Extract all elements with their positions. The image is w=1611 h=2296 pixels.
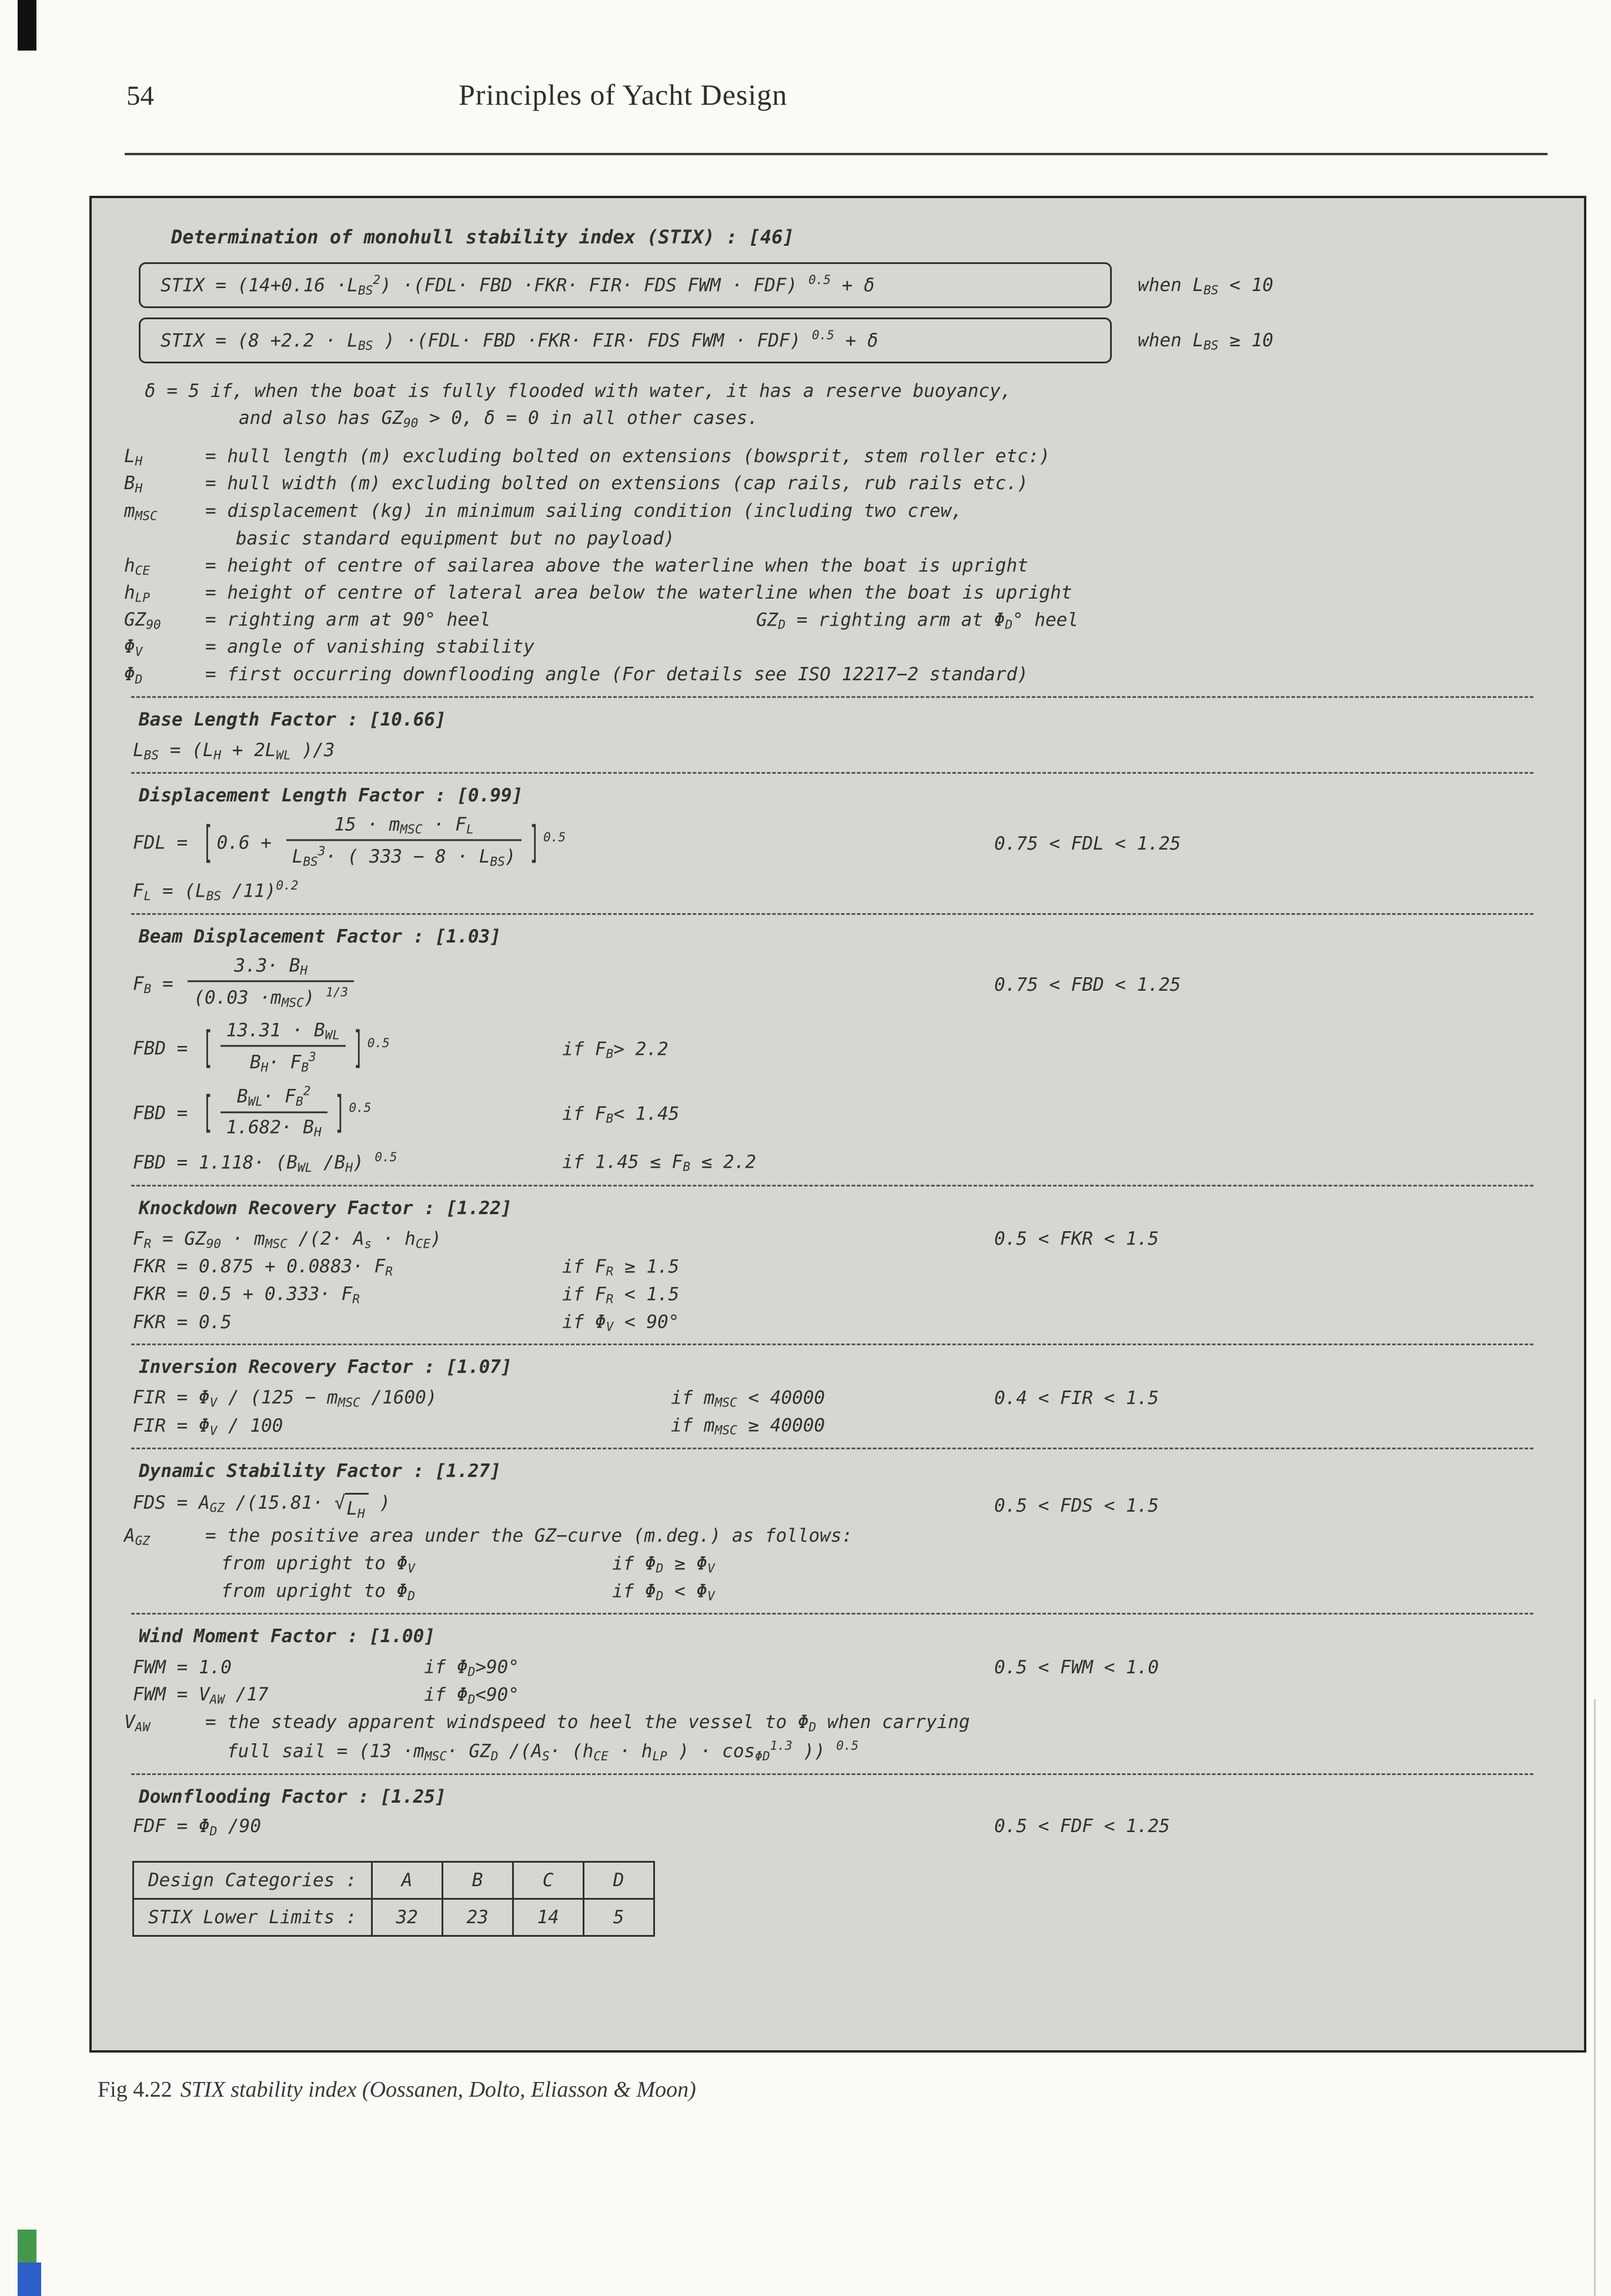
definition-symbol: GZ90 <box>124 609 161 632</box>
fraction <box>188 953 354 1011</box>
subscript: CE <box>415 1236 431 1251</box>
subscript: 90 <box>146 617 161 632</box>
subscript: H <box>135 453 143 469</box>
definition-text: = height of centre of lateral area below the waterline when the boat is upright <box>205 582 1072 604</box>
section-divider <box>131 1773 1533 1775</box>
table-value-cell: 32 <box>372 1899 442 1936</box>
formula-line <box>124 526 1552 552</box>
subscript: L <box>143 888 152 903</box>
section-divider <box>131 1448 1533 1449</box>
bracket-glyph: [ <box>202 1088 213 1139</box>
formula-line <box>124 1254 1552 1280</box>
subscript: WL <box>276 747 291 763</box>
formula-line <box>124 405 1552 432</box>
constraint-range: 0.5 < FDF < 1.25 <box>994 1816 1170 1837</box>
subscript: Φ <box>755 1748 763 1763</box>
subscript: R <box>143 1236 152 1251</box>
section-heading: Displacement Length Factor : [0.99] <box>139 784 523 806</box>
definition-text: = angle of vanishing stability <box>205 636 534 658</box>
subscript: MSC <box>281 995 304 1010</box>
stix-formula: STIX = (8 +2.2 · LBS ) ·(FDL· FBD ·FKR· FIR· FDS FWM · FDF) $^{0.5}$ + δ <box>139 318 1112 363</box>
if-condition: if ΦD<90° <box>424 1684 520 1707</box>
subscript: V <box>209 1422 218 1438</box>
page-number: 54 <box>126 81 154 111</box>
if-condition: if FR < 1.5 <box>562 1284 680 1306</box>
fraction-denominator: $BH\cdot FB^3$ <box>249 1049 316 1075</box>
formula-main: full sail = (13 ·mMSC· GZD /(AS· (hCE · hLP ) · cosΦD$^{1.3}$ )) $^{0.5}$ <box>227 1737 859 1763</box>
formula-line <box>124 1490 1552 1522</box>
definition-text: = height of centre of sailarea above the waterline when the boat is upright <box>205 554 1028 576</box>
subscript: R <box>352 1291 360 1306</box>
formula-main: δ = 5 if, when the boat is fully flooded with water, it has a reserve buoyancy, <box>145 380 1012 402</box>
superscript: 2 <box>373 272 381 288</box>
fraction <box>220 1017 346 1076</box>
definition-row <box>124 661 1552 688</box>
subscript: LP <box>652 1748 667 1763</box>
definition-symbol: AGZ <box>124 1525 151 1548</box>
if-condition: if ΦD>90° <box>424 1656 520 1679</box>
subscript: V <box>209 1395 218 1410</box>
formula-main: FWM = 1.0 <box>133 1656 232 1678</box>
section-divider <box>131 1185 1533 1187</box>
formula-main: basic standard equipment but no payload) <box>236 528 675 550</box>
fraction-numerator: 15 · mMSC · FL <box>286 811 522 841</box>
formula-main: and also has GZ90 > 0, δ = 0 in all other cases. <box>239 407 758 430</box>
figure-caption-label: Fig 4.22 <box>98 2077 172 2102</box>
section-heading: Downflooding Factor : [1.25] <box>139 1786 446 1807</box>
section-divider <box>131 772 1533 774</box>
fraction-numerator: $BWL\cdot FB^2$ <box>220 1082 327 1113</box>
figure-caption <box>98 2077 696 2103</box>
subscript: MSC <box>714 1422 737 1438</box>
definition-symbol: hLP <box>124 582 151 605</box>
formula-line <box>124 1413 1552 1439</box>
design-category-table <box>132 1861 655 1937</box>
fraction-denominator: 1.682· BH <box>226 1117 322 1139</box>
subscript: MSC <box>714 1395 737 1410</box>
superscript: 0.5 <box>367 1035 390 1050</box>
bracket-glyph: [ <box>202 1023 213 1074</box>
if-condition: if FB> 2.2 <box>562 1038 669 1061</box>
figure-content <box>92 198 1584 1963</box>
constraint-range: 0.5 < FWM < 1.0 <box>994 1656 1159 1678</box>
formula-line <box>124 1654 1552 1680</box>
definition-text: = displacement (kg) in minimum sailing condition (including two crew, <box>205 500 962 522</box>
formula-main: FDL = [ 0.6 + $\frac{\text{15 · mMSC · FL}}{LBS^3\cdot ( 333 - 8 \cdot LBS)}$ ] $^{0.5}$ <box>133 814 566 873</box>
superscript: 0.2 <box>276 878 299 893</box>
table-value-cell: C <box>513 1861 583 1899</box>
sqrt-argument: LH <box>345 1493 368 1522</box>
subscript: D <box>467 1664 476 1679</box>
definition-text: = hull width (m) excluding bolted on extensions (cap rails, rub rails etc.) <box>205 473 1028 494</box>
table-value-cell: D <box>583 1861 654 1899</box>
subscript: D <box>656 1588 664 1603</box>
subscript: WL <box>248 1094 263 1109</box>
formula-main: FB = $\frac{3.3\cdot BH}{(0.03 \cdot mMSC) ^{1/3}}$ <box>133 955 357 1014</box>
if-condition: if FR ≥ 1.5 <box>562 1255 680 1279</box>
superscript: 0.5 <box>543 829 566 844</box>
definition-symbol: VAW <box>124 1711 151 1734</box>
sqrt-expression <box>335 1493 369 1522</box>
section-divider <box>131 913 1533 915</box>
subscript: BS <box>490 854 505 869</box>
superscript: 1/3 <box>326 984 349 1000</box>
subscript: D <box>778 617 786 632</box>
subscript: CE <box>135 563 151 578</box>
subscript: V <box>135 644 143 659</box>
figure-box <box>89 196 1586 2053</box>
formula-line <box>124 1226 1552 1252</box>
subscript: LP <box>135 590 151 605</box>
if-condition: GZD = righting arm at ΦD° heel <box>756 609 1078 632</box>
section-heading: Base Length Factor : [10.66] <box>139 708 446 730</box>
formula-line <box>124 877 1552 905</box>
if-condition: if mMSC ≥ 40000 <box>671 1415 825 1438</box>
subscript: BS <box>357 338 373 353</box>
subscript: H <box>135 480 143 496</box>
definition-row <box>124 634 1552 660</box>
subscript: CE <box>593 1748 609 1763</box>
header-rule <box>125 153 1548 155</box>
fraction-numerator: 3.3· BH <box>188 953 354 982</box>
section-heading: Dynamic Stability Factor : [1.27] <box>139 1460 501 1482</box>
section-heading: Knockdown Recovery Factor : [1.22] <box>139 1197 512 1219</box>
figure-title: Determination of monohull stability index (STIX) : [46] <box>171 226 794 248</box>
formula-main: from upright to ΦD <box>221 1580 415 1603</box>
subscript: B <box>606 1111 614 1126</box>
page-edge-artifact <box>1594 1699 1596 2296</box>
definition-symbol: BH <box>124 473 143 496</box>
subscript: BS <box>1203 282 1219 298</box>
constraint-range: 0.5 < FKR < 1.5 <box>994 1228 1159 1250</box>
subscript: B <box>606 1046 614 1061</box>
definition-symbol: ΦV <box>124 636 143 659</box>
formula-line <box>124 1281 1552 1308</box>
superscript: 3 <box>309 1049 316 1064</box>
formula-line <box>124 1682 1552 1708</box>
if-condition: if mMSC < 40000 <box>671 1387 825 1410</box>
subscript: WL <box>325 1027 340 1042</box>
formula-main: from upright to ΦV <box>221 1553 415 1576</box>
definition-text: = righting arm at 90° heel <box>205 609 491 631</box>
scan-artifact-green <box>18 2230 36 2264</box>
formula-main: FKR = 0.5 + 0.333· FR <box>133 1284 360 1306</box>
subscript: MSC <box>424 1748 447 1763</box>
definition-row <box>124 580 1552 606</box>
subscript: MSC <box>135 507 158 523</box>
subscript: BS <box>1203 337 1219 352</box>
superscript: 0.5 <box>836 1737 859 1753</box>
constraint-range: 0.4 < FIR < 1.5 <box>994 1387 1159 1409</box>
subscript: R <box>606 1264 614 1279</box>
definition-symbol: ΦD <box>124 663 143 686</box>
bracket-glyph: [ <box>202 817 213 868</box>
definition-text: = the positive area under the GZ−curve (m.deg.) as follows: <box>205 1525 853 1546</box>
formula-line <box>124 1813 1552 1840</box>
subscript: V <box>707 1560 715 1576</box>
formula-line <box>124 1550 1552 1577</box>
formula-main: FR = GZ90 · mMSC /(2· As · hCE) <box>133 1228 442 1251</box>
formula-condition: when LBS < 10 <box>1138 274 1274 298</box>
table-value-cell: 14 <box>513 1899 583 1936</box>
section-heading: Inversion Recovery Factor : [1.07] <box>139 1356 512 1378</box>
subscript: MSC <box>337 1395 360 1410</box>
subscript: AW <box>135 1719 151 1734</box>
subscript: H <box>357 1505 365 1520</box>
definition-text: = the steady apparent windspeed to heel the vessel to ΦD when carrying <box>205 1711 970 1734</box>
subscript: B <box>301 1060 309 1075</box>
section-divider <box>131 696 1533 698</box>
formula-line <box>124 1385 1552 1411</box>
constraint-range: 0.75 < FDL < 1.25 <box>994 833 1181 854</box>
subscript: WL <box>297 1159 313 1175</box>
subscript: D <box>762 1748 770 1763</box>
subscript: D <box>490 1748 499 1763</box>
subscript: H <box>313 1124 322 1139</box>
subscript: 90 <box>206 1236 222 1251</box>
formula-main: FBD = 1.118· (BWL /BH) $^{0.5}$ <box>133 1149 397 1175</box>
boxed-formula-row <box>124 262 1552 308</box>
table-row <box>133 1861 654 1899</box>
fraction <box>220 1082 327 1141</box>
subscript: MSC <box>265 1236 288 1251</box>
subscript: B <box>295 1094 303 1109</box>
formula-main: FKR = 0.5 <box>133 1311 232 1333</box>
if-condition: if ΦD ≥ ΦV <box>612 1553 715 1576</box>
table-value-cell: B <box>442 1861 513 1899</box>
formula-line <box>124 737 1552 764</box>
definition-row <box>124 553 1552 579</box>
definition-row <box>124 1523 1552 1549</box>
constraint-range: 0.75 < FBD < 1.25 <box>994 974 1181 995</box>
subscript: AW <box>209 1692 225 1707</box>
subscript: D <box>467 1692 476 1707</box>
subscript: B <box>143 981 152 996</box>
constraint-range: 0.5 < FDS < 1.5 <box>994 1495 1159 1517</box>
running-head-title: Principles of Yacht Design <box>459 78 788 111</box>
formula-main: FBD = [ $\frac{\text{13.31 · BWL}}{BH\cdot FB^3}$ ] $^{0.5}$ <box>133 1020 390 1079</box>
formula-line <box>124 1148 1552 1177</box>
table-label-cell: STIX Lower Limits : <box>133 1899 372 1936</box>
stix-formula: STIX = $(14+0.16 \cdot LBS^2) \cdot(FDL\cdot$ FBD ·FKR· FIR· FDS FWM · FDF) $^{0.5}$ + δ <box>139 262 1112 308</box>
subscript: D <box>135 671 143 686</box>
subscript: D <box>808 1719 817 1734</box>
formula-main: FL = (LBS /11)$^{0.2}$ <box>133 878 299 903</box>
formula-line <box>124 1578 1552 1605</box>
table-value-cell: 23 <box>442 1899 513 1936</box>
subscript: BS <box>357 283 373 298</box>
subscript: 90 <box>403 415 419 430</box>
subscript: MSC <box>400 821 423 837</box>
subscript: R <box>606 1291 614 1306</box>
subscript: BS <box>206 888 222 903</box>
fraction-numerator: 13.31 · BWL <box>220 1017 346 1047</box>
subscript: D <box>407 1588 415 1603</box>
definition-symbol: LH <box>124 446 143 469</box>
definition-row <box>124 1709 1552 1736</box>
subscript: B <box>683 1159 691 1174</box>
fraction <box>286 811 522 870</box>
superscript: 3 <box>317 843 326 858</box>
subscript: GZ <box>209 1499 225 1515</box>
formula-main: LBS = (LH + 2LWL )/3 <box>133 739 335 763</box>
formula-main: FWM = VAW /17 <box>133 1684 269 1707</box>
if-condition: if ΦD < ΦV <box>612 1580 715 1603</box>
if-condition: if 1.45 ≤ FB ≤ 2.2 <box>562 1151 756 1174</box>
definition-row <box>124 443 1552 470</box>
definition-symbol: mMSC <box>124 500 158 523</box>
fraction-denominator: (0.03 ·mMSC) $^{1/3}$ <box>193 984 349 1010</box>
section-divider <box>131 1613 1533 1615</box>
subscript: V <box>707 1588 715 1603</box>
formula-main: FKR = 0.875 + 0.0883· FR <box>133 1255 393 1279</box>
superscript: 1.3 <box>770 1737 793 1753</box>
if-condition: if FB< 1.45 <box>562 1103 680 1126</box>
superscript: 0.5 <box>349 1099 372 1115</box>
bracket-glyph: ] <box>334 1088 346 1139</box>
subscript: V <box>407 1560 415 1576</box>
superscript: 0.5 <box>811 327 834 343</box>
subscript: H <box>345 1159 353 1175</box>
formula-main: FIR = ΦV / 100 <box>133 1415 283 1438</box>
formula-line <box>124 1309 1552 1335</box>
figure-caption-text: STIX stability index (Oossanen, Dolto, Eliasson & Moon) <box>180 2077 696 2102</box>
formula-main: FDS = AGZ /(15.81· √ LH ) <box>133 1490 390 1522</box>
formula-main: FIR = ΦV / (125 − mMSC /1600) <box>133 1387 437 1410</box>
fraction-denominator: $LBS^3\cdot$ ( 333 − 8 · LBS) <box>292 843 516 869</box>
table-row <box>133 1899 654 1936</box>
definition-row <box>124 498 1552 524</box>
if-condition: if ΦV < 90° <box>562 1311 680 1334</box>
subscript: H <box>300 962 308 978</box>
definition-text: = hull length (m) excluding bolted on extensions (bowsprit, stem roller etc:) <box>205 446 1051 467</box>
subscript: S <box>542 1748 550 1763</box>
definition-symbol: hCE <box>124 554 151 578</box>
table-label-cell: Design Categories : <box>133 1861 372 1899</box>
formula-line <box>124 1020 1552 1079</box>
formula-line <box>124 814 1552 873</box>
table-value-cell: 5 <box>583 1899 654 1936</box>
scan-artifact-black <box>18 0 36 51</box>
definition-row <box>124 607 1552 633</box>
formula-line <box>124 377 1552 404</box>
subscript: L <box>466 821 474 837</box>
subscript: H <box>213 747 222 763</box>
subscript: D <box>656 1560 664 1576</box>
subscript: s <box>364 1236 372 1251</box>
subscript: H <box>260 1060 269 1075</box>
subscript: R <box>385 1264 393 1279</box>
subscript: BS <box>143 747 159 763</box>
formula-main: FBD = [ $\frac{BWL\cdot FB^2}{1.682\cdot BH}$ ] $^{0.5}$ <box>133 1085 371 1144</box>
subscript: BS <box>303 854 318 869</box>
boxed-formula-row <box>124 318 1552 363</box>
subscript: D <box>209 1823 218 1838</box>
section-heading: Beam Displacement Factor : [1.03] <box>139 925 501 947</box>
definition-row <box>124 470 1552 497</box>
formula-line <box>124 955 1552 1014</box>
bracket-glyph: ] <box>353 1023 364 1074</box>
scan-artifact-blue <box>18 2262 41 2296</box>
formula-line <box>124 1737 1552 1765</box>
definition-text: = first occurring downflooding angle (For details see ISO 12217−2 standard) <box>205 663 1028 685</box>
section-heading: Wind Moment Factor : [1.00] <box>139 1626 435 1647</box>
subscript: D <box>1005 617 1013 632</box>
subscript: V <box>606 1319 614 1334</box>
superscript: 0.5 <box>375 1149 397 1164</box>
formula-condition: when LBS ≥ 10 <box>1138 329 1274 352</box>
section-divider <box>131 1343 1533 1345</box>
radical-symbol: √ <box>334 1492 346 1513</box>
subscript: GZ <box>135 1533 151 1548</box>
formula-line <box>124 1085 1552 1144</box>
formula-main: FDF = ΦD /90 <box>133 1815 262 1838</box>
superscript: 0.5 <box>808 272 831 288</box>
bracket-glyph: ] <box>529 817 540 868</box>
table-value-cell: A <box>372 1861 442 1899</box>
superscript: 2 <box>303 1083 311 1098</box>
